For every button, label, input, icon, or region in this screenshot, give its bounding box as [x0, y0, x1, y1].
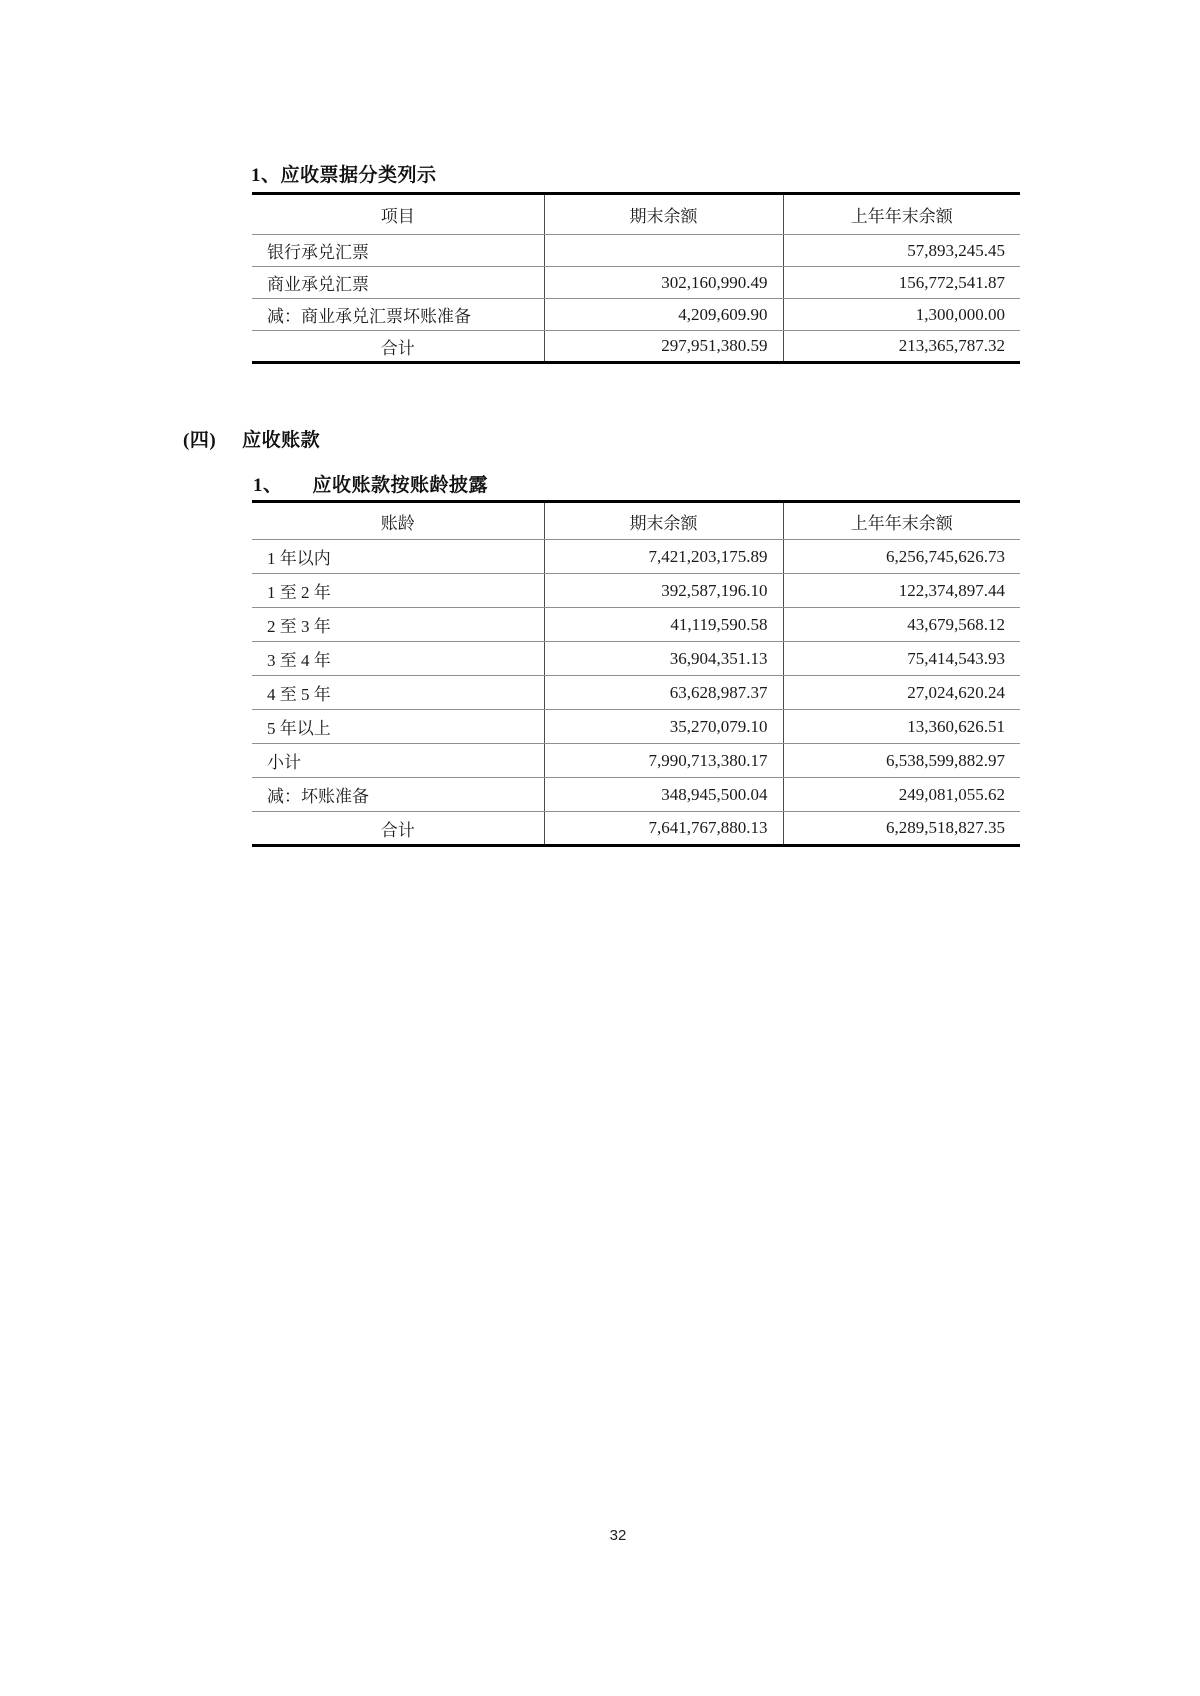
- column-header-aging: 账龄: [252, 502, 544, 540]
- cell-prior-balance: 6,289,518,827.35: [886, 818, 1005, 837]
- notes-heading-title: 应收票据分类列示: [280, 165, 437, 186]
- table-row: [252, 778, 1020, 812]
- cell-prior-balance: 6,256,745,626.73: [783, 540, 1020, 574]
- cell-closing-balance: 63,628,987.37: [544, 676, 783, 710]
- cell-aging-label: 5 年以上: [252, 710, 544, 744]
- cell-prior-balance: 57,893,245.45: [783, 235, 1020, 267]
- column-header-closing-balance: 期末余额: [544, 502, 783, 540]
- table-row: [252, 299, 1020, 331]
- table-total-row: [252, 812, 1020, 846]
- cell-closing-balance: 41,119,590.58: [544, 608, 783, 642]
- accounts-receivable-aging-table: [252, 500, 1020, 847]
- cell-closing-balance: [544, 235, 783, 267]
- column-header-item: 项目: [252, 194, 544, 235]
- table-row: [252, 574, 1020, 608]
- cell-prior-balance: 27,024,620.24: [783, 676, 1020, 710]
- cell-prior-balance: 75,414,543.93: [783, 642, 1020, 676]
- table-row: [252, 642, 1020, 676]
- notes-receivable-table: [252, 192, 1020, 364]
- table-row: [252, 267, 1020, 299]
- table-row: [252, 235, 1020, 267]
- aging-disclosure-heading: [253, 470, 488, 497]
- notes-table-header-row: [252, 194, 1020, 235]
- table-row: [252, 710, 1020, 744]
- cell-item-label: 商业承兑汇票: [252, 267, 544, 299]
- cell-closing-balance: 36,904,351.13: [544, 642, 783, 676]
- cell-closing-balance: 297,951,380.59: [544, 331, 783, 363]
- cell-total-label: 合计: [252, 331, 544, 363]
- accounts-receivable-section-heading: [183, 425, 320, 452]
- cell-prior-balance: 1,300,000.00: [783, 299, 1020, 331]
- table-row: [252, 540, 1020, 574]
- cell-subtotal-label: 小计: [252, 744, 544, 778]
- cell-prior-balance: 6,538,599,882.97: [783, 744, 1020, 778]
- cell-aging-label: 1 年以内: [252, 540, 544, 574]
- cell-closing-balance: 392,587,196.10: [544, 574, 783, 608]
- aging-table-header-row: [252, 502, 1020, 540]
- cell-item-label: 减：商业承兑汇票坏账准备: [252, 299, 544, 331]
- column-header-prior-balance: 上年年末余额: [783, 194, 1020, 235]
- table-row: [252, 676, 1020, 710]
- aging-heading-number: 1、: [253, 475, 283, 496]
- column-header-prior-balance: 上年年末余额: [783, 502, 1020, 540]
- cell-closing-balance: 7,990,713,380.17: [544, 744, 783, 778]
- aging-heading-title: 应收账款按账龄披露: [312, 475, 489, 496]
- notes-receivable-heading: [251, 160, 437, 187]
- notes-heading-number: 1、: [251, 165, 281, 186]
- cell-prior-balance: 122,374,897.44: [783, 574, 1020, 608]
- cell-closing-balance: 4,209,609.90: [544, 299, 783, 331]
- cell-closing-balance: 7,421,203,175.89: [544, 540, 783, 574]
- table-subtotal-row: [252, 744, 1020, 778]
- cell-closing-balance: 302,160,990.49: [544, 267, 783, 299]
- cell-aging-label: 4 至 5 年: [252, 676, 544, 710]
- section-title: 应收账款: [242, 430, 321, 451]
- cell-prior-balance: 249,081,055.62: [783, 778, 1020, 812]
- cell-item-label: 银行承兑汇票: [252, 235, 544, 267]
- cell-closing-balance: 35,270,079.10: [544, 710, 783, 744]
- table-total-row: [252, 331, 1020, 363]
- cell-prior-balance: 213,365,787.32: [898, 336, 1005, 355]
- cell-aging-label: 1 至 2 年: [252, 574, 544, 608]
- cell-aging-label: 3 至 4 年: [252, 642, 544, 676]
- cell-aging-label: 减：坏账准备: [252, 778, 544, 812]
- section-number: (四): [183, 430, 217, 451]
- cell-closing-balance: 348,945,500.04: [544, 778, 783, 812]
- cell-total-label: 合计: [252, 812, 544, 846]
- cell-aging-label: 2 至 3 年: [252, 608, 544, 642]
- cell-prior-balance: 13,360,626.51: [783, 710, 1020, 744]
- page-number: 32: [609, 1527, 627, 1544]
- cell-closing-balance: 7,641,767,880.13: [544, 812, 783, 846]
- table-row: [252, 608, 1020, 642]
- cell-prior-balance: 43,679,568.12: [783, 608, 1020, 642]
- column-header-closing-balance: 期末余额: [544, 194, 783, 235]
- cell-prior-balance: 156,772,541.87: [783, 267, 1020, 299]
